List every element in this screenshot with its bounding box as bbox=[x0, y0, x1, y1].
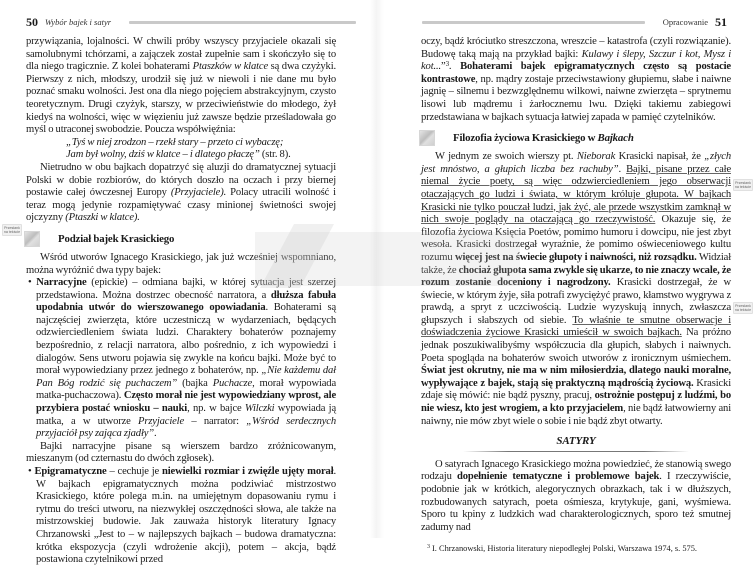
running-title: Opracowanie bbox=[662, 17, 708, 27]
underlined-passage: Bajki, pisane przez całe niemal życie poety, są więc odzwierciedleniem jego obserwacji otaczających go ludzi i świata, w którym króluje głupota. W bajkach Krasicki nie tylko pouczał ludzi, jak żyć, ale przede wszystkim zamknął w nich swoje poglądy na otaczającą go rzeczywistość. bbox=[421, 163, 731, 226]
page-number: 51 bbox=[715, 14, 727, 29]
footnote-marker: 3 bbox=[427, 544, 430, 551]
bullet-item: • Narracyjne (epickie) – odmiana bajki, w której sytuacja jest szerzej przedstawiona. Można dostrzec obecność narratora, a dłuższa fabuła upodabnia utwór do wierszowanego opowiadania. Bohaterami są najczęściej zwierzęta, które uczestniczą w wydarzeniach, będących odzwierciedleniem świata ludzi. Charaktery bohaterów poznajemy bezpośrednio, z relacji narratora, albo pośrednio, z ich wypowiedzi i dialogów. Sens utworu pojawia się zwykle na końcu bajki. Może być to morał wypowiedziany przez jednego z bohaterów, np. „Nie każdemu dał Pan Bóg rodzić się puchaczem” (bajka Puchacze, morał wypowiada matka-puchaczowa). Często morał nie jest wypowiedziany wprost, ale przybiera postać wniosku – nauki, np. w bajce Wilczki wypowiada ją matka, a w utworze Przyjaciele – narrator: „Wśród serdecznych przyjaciół psy zająca zjadły”. bbox=[28, 277, 337, 440]
poem-quote: „Tyś w niej zrodzon – rzekł stary – przeto ci wybaczę; Jam był wolny, dziś w klatce – i dlatego płaczę” (str. 8). bbox=[66, 136, 291, 161]
section-heading-text: Podział bajek Krasickiego bbox=[58, 232, 175, 245]
right-page-header bbox=[422, 15, 727, 29]
left-page-body bbox=[26, 36, 336, 567]
section-marker-icon bbox=[24, 231, 40, 247]
paragraph: Bajki narracyjne pisane są wierszem bardzo zróżnicowanym, mieszanym (od czternastu do dwóch zgłosek). bbox=[26, 440, 336, 465]
paragraph: oczy, bądź króciutko streszczona, wreszcie – katastrofa (czyli rozwiązanie). Budowę taką mają na przykład bajki: Kulawy i ślepy, Szczur i kot, Mysz i kot...”$^3$. Bohaterami bajek epigramatycznych często są postacie kontrastowe, np. mądry zostaje przeciwstawiony głupiemu, słabe i naiwne jagnię – silnemu i bezwzględnemu wilkowi, naiwne zwierzęta – sprytnemu lisowi lub mądremu i żarłocznemu lwu. Dzięki takiemu zabiegowi przedstawiana w bajkach sytuacja łatwiej zapada w pamięć czytelników. bbox=[421, 36, 731, 123]
section-heading-text: Filozofia życiowa Krasickiego w Bajkach bbox=[453, 131, 634, 144]
running-title: Wybór bajek i satyr bbox=[45, 17, 112, 27]
page-number: 50 bbox=[26, 14, 38, 29]
paragraph: O satyrach Ignacego Krasickiego można powiedzieć, że stanowią swego rodzaju dopełnienie tematyczne i problemowe bajek. I rzeczywiście, podobnie jak w krótkich, alegorycznych obrazkach, tak i w dłuższych, rozbudowanych satyrach, poeta ośmiesza, krytykuje, gani, wyśmiewa. Sporo tu kpiny z ludzkich wad charakterologicznych, sporo też smutnej zadumy nad bbox=[421, 458, 731, 533]
bullet-item: • Epigramatyczne – cechuje je niewielki rozmiar i zwięźle ujęty morał. W bajkach epigramatycznych można podziwiać mistrzostwo Krasickiego, które polega m.in. na umiejętnym dopasowaniu rymu i rytmu do treści utworu, na niezwykłej oszczędności słowa, ale także na mistrzowskiej budowie. Jak zauważa historyk literatury Ignacy Chrzanowski „Jest to – w najlepszych bajkach – budowa dramatyczna: krótka ekspozycja (czyli wdrożenie akcji), potem – akcja, bądź postawiona czytelnikowi przed bbox=[28, 466, 336, 566]
section-heading bbox=[421, 128, 731, 148]
paragraph: Nietrudno w obu bajkach dopatrzyć się aluzji do dramatycznej sytuacji Polski w dobie rozbiorów, do których doszło na oczach i przy biernej postawie całej ówczesnej Europy (Przyjaciele). Polacy utracili wolność i teraz mogą jedynie rozpamiętywać czasy minionej świetności swojej ojczyzny (Ptaszki w klatce). bbox=[26, 161, 336, 224]
right-page-body bbox=[421, 36, 731, 554]
footnote-text: I. Chrzanowski, Historia literatury niepodległej Polski, Warszawa 1974, s. 575. bbox=[432, 544, 698, 554]
margin-note[interactable]: Przesłank na tekście bbox=[734, 304, 752, 313]
header-rule bbox=[422, 21, 645, 24]
section-marker-icon bbox=[419, 130, 435, 146]
paragraph: Wśród utworów Ignacego Krasickiego, jak już wcześniej wspomniano, można wyróżnić dwa typy bajek: bbox=[26, 251, 336, 276]
paragraph: przywiązania, lojalności. W chwili próby wszyscy przyjaciele okazali się samolubnymi tchórzami, a zajączek został zupełnie sam i skończyło się to dla niego tragicznie. Z kolei bohaterami Ptaszków w klatce są dwa czyżyki. Pierwszy z nich, młodszy, urodził się już w niewoli i nie dane mu było poznać smaku wolności. Jest ona dla niego pojęciem abstrakcyjnym, czysto teoretycznym. Drugi czyżyk, starszy, w przeciwieństwie do młodego, żył kiedyś na wolności, więc w więzieniu już zawsze będzie prześladowała go myśl o utraconej swobodzie. Poucza współwięźnia: bbox=[26, 36, 336, 136]
heading-rule bbox=[463, 451, 689, 452]
right-page bbox=[377, 0, 755, 554]
footnote-reference[interactable]: 3 bbox=[445, 60, 449, 69]
paragraph: W jednym ze swoich wierszy pt. Nieborak Krasicki napisał, że „złych jest mnóstwo, a głupich liczba bez rachuby”. Bajki, pisane przez całe niemal życie poety, są więc odzwierciedleniem jego obserwacji otaczających go ludzi i świata, w którym króluje głupota. W bajkach Krasicki nie tylko pouczał ludzi, jak żyć, ale przede wszystkim zamknął w nich swoje poglądy na otaczającą go rzeczywistość. Okazuje się, że filozofia życiowa Księcia Poetów, pomimo humoru i dowcipu, nie jest zbyt wesoła. Krasicki dostrzegał wyraźnie, że pomimo oświeceniowego kultu rozumu więcej jest na świecie głupoty i naiwności, niż rozsądku. Widział także, że chociaż głupota sama zwykle się ukarze, to nie znaczy wcale, że rozum zostanie doceniony i nagrodzony. Krasicki dostrzegał, że w świecie, w którym żyje, siła potrafi zwyciężyć prawo, kłamstwo wygrywa z prawdą, a spryt z uczciwością. Ludzie wyzyskują innych, zwłaszcza głupszych i słabszych od siebie. To właśnie te smutne obserwacje i doświadczenia życiowe Krasicki umieścił w swoich bajkach. Na próżno jednak poszukiwalibyśmy współczucia dla głupich, słabych i naiwnych. Poeta spogląda na bohaterów swoich utworów z ironicznym uśmiechem. Świat jest okrutny, nie ma w nim miłosierdzia, dlatego nauki moralne, wypływające z bajek, stają się praktyczną mądrością życiową. Krasicki zdaje się mówić: nie bądź pyszny, pracuj, ostrożnie postępuj z ludźmi, bo nie wiesz, kto jest wrogiem, a kto przyjacielem, nie bądź łatwowierny ani naiwny, nie mów zbyt wiele o sobie i nie bądź zbyt otwarty. bbox=[421, 151, 732, 427]
footnote bbox=[421, 542, 731, 554]
header-rule bbox=[129, 21, 356, 24]
chapter-heading: SATYRY bbox=[556, 435, 596, 448]
left-page-header bbox=[26, 15, 356, 29]
margin-note[interactable]: Przesłank na tekście bbox=[734, 181, 752, 190]
margin-note[interactable]: Przesłank na tekście bbox=[3, 226, 21, 235]
section-heading bbox=[26, 229, 336, 249]
left-page bbox=[0, 0, 377, 566]
underlined-passage: To właśnie te smutne obserwacje i doświadczenia życiowe Krasicki umieścił w swoich bajkach. bbox=[421, 314, 731, 339]
